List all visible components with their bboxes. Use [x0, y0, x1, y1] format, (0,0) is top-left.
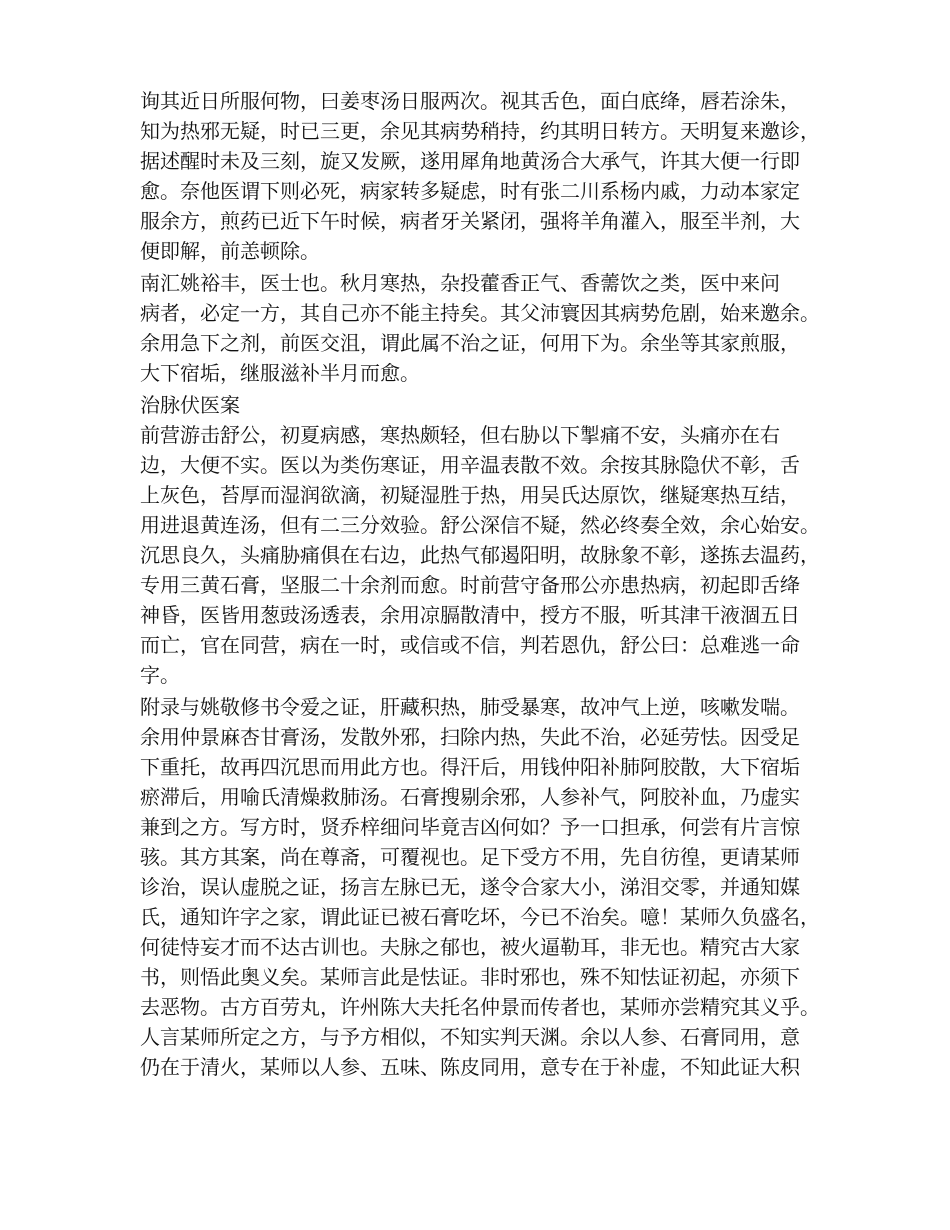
text-line: 瘀滞后，用喻氏清燥救肺汤。石膏搜剔余邪，人参补气，阿胶补血，乃虚实	[140, 785, 800, 809]
text-line: 知为热邪无疑，时已三更，余见其病势稍持，约其明日转方。天明复来邀诊，	[140, 119, 820, 143]
document-body	[140, 86, 820, 1082]
text-line: 附录与姚敬修书令爱之证，肝藏积热，肺受暴寒，故冲气上逆，咳嗽发喘。	[140, 695, 800, 719]
text-line: 专用三黄石膏，坚服二十余剂而愈。时前营守备邢公亦患热病，初起即舌绛	[140, 573, 800, 597]
text-line: 骇。其方其案，尚在尊斋，可覆视也。足下受方不用，先自彷徨，更请某师	[140, 845, 800, 869]
text-line: 上灰色，苔厚而湿润欲滴，初疑湿胜于热，用吴氏达原饮，继疑寒热互结，	[140, 483, 800, 507]
text-line: 下重托，故再四沉思而用此方也。得汗后，用钱仲阳补肺阿胶散，大下宿垢	[140, 755, 800, 779]
paragraph-case-continuation	[140, 86, 820, 266]
text-line: 前营游击舒公，初夏病感，寒热颇轻，但右胁以下掣痛不安，头痛亦在右	[140, 423, 780, 447]
text-line: 便即解，前恙顿除。	[140, 239, 320, 263]
paragraph-shu-gong-case	[140, 420, 820, 690]
text-line: 南汇姚裕丰，医士也。秋月寒热，杂投藿香正气、香薷饮之类，医中来问	[140, 271, 780, 295]
section-heading-text: 治脉伏医案	[140, 393, 240, 417]
text-line: 神昏，医皆用葱豉汤透表，余用凉膈散清中，授方不服，听其津干液涸五日	[140, 603, 800, 627]
text-line: 愈。奈他医谓下则必死，病家转多疑虑，时有张二川系杨内戚，力动本家定	[140, 179, 800, 203]
text-line: 服余方，煎药已近下午时候，病者牙关紧闭，强将羊角灌入，服至半剂，大	[140, 209, 800, 233]
text-line: 用进退黄连汤，但有二三分效验。舒公深信不疑，然必终奏全效，余心始安。	[140, 513, 820, 537]
text-line: 书，则悟此奥义矣。某师言此是怯证。非时邪也，殊不知怯证初起，亦须下	[140, 965, 800, 989]
paragraph-yao-yufeng-case	[140, 268, 820, 388]
paragraph-letter-to-yao-jingxiu	[140, 692, 820, 1082]
text-line: 兼到之方。写方时，贤乔梓细问毕竟吉凶何如？予一口担承，何尝有片言惊	[140, 815, 800, 839]
text-line: 余用仲景麻杏甘膏汤，发散外邪，扫除内热，失此不治，必延劳怯。因受足	[140, 725, 800, 749]
text-line: 诊治，误认虚脱之证，扬言左脉已无，遂令合家大小，涕泪交零，并通知媒	[140, 875, 800, 899]
text-line: 据述醒时未及三刻，旋又发厥，遂用犀角地黄汤合大承气，许其大便一行即	[140, 149, 800, 173]
text-line: 病者，必定一方，其自己亦不能主持矣。其父沛寰因其病势危剧，始来邀余。	[140, 301, 820, 325]
text-line: 仍在于清火，某师以人参、五味、陈皮同用，意专在于补虚，不知此证大积	[140, 1055, 800, 1079]
text-line: 余用急下之剂，前医交沮，谓此属不治之证，何用下为。余坐等其家煎服，	[140, 331, 800, 355]
text-line: 大下宿垢，继服滋补半月而愈。	[140, 361, 420, 385]
text-line: 边，大便不实。医以为类伤寒证，用辛温表散不效。余按其脉隐伏不彰，舌	[140, 453, 800, 477]
text-line: 人言某师所定之方，与予方相似，不知实判天渊。余以人参、石膏同用，意	[140, 1025, 800, 1049]
text-line: 何徒恃妄才而不达古训也。夫脉之郁也，被火逼勒耳，非无也。精究古大家	[140, 935, 800, 959]
section-heading	[140, 390, 820, 420]
text-line: 沉思良久，头痛胁痛俱在右边，此热气郁遏阳明，故脉象不彰，遂拣去温药，	[140, 543, 820, 567]
text-line: 字。	[140, 663, 180, 687]
text-line: 氏，通知许字之家，谓此证已被石膏吃坏，今已不治矣。噫！某师久负盛名，	[140, 905, 820, 929]
text-line: 而亡，官在同营，病在一时，或信或不信，判若恩仇，舒公曰：总难逃一命	[140, 633, 800, 657]
text-line: 去恶物。古方百劳丸，许州陈大夫托名仲景而传者也，某师亦尝精究其义乎。	[140, 995, 820, 1019]
text-line: 询其近日所服何物，曰姜枣汤日服两次。视其舌色，面白底绛，唇若涂朱，	[140, 89, 800, 113]
